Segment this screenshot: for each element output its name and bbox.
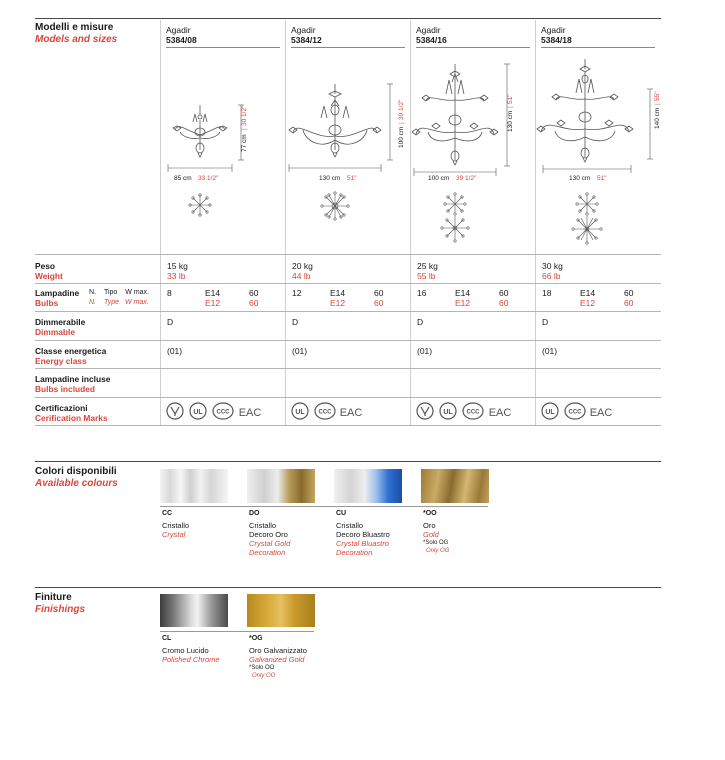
width-in: 51"	[347, 175, 357, 182]
row-line	[35, 397, 661, 398]
bulbs-w-eu: 60	[499, 288, 509, 298]
energy-label-en: Energy class	[35, 356, 87, 366]
colour-name2-en: Decoration	[249, 548, 286, 557]
finish-name-en: Galvanized Gold	[249, 655, 305, 664]
dimmable-label-en: Dimmable	[35, 327, 76, 337]
height-sep: |	[398, 122, 405, 124]
top-view-icon	[572, 193, 602, 244]
height-in: 39 1/2"	[398, 99, 405, 120]
certs-5384-12	[291, 402, 364, 420]
colours-title-it: Colori disponibili	[35, 466, 117, 477]
finishings-title-en: Finishings	[35, 604, 85, 615]
bulbs-w-us: 60	[249, 298, 259, 308]
bulbs-w-it: W max.	[125, 289, 149, 296]
width-in: 51"	[597, 175, 607, 182]
svg-text:CCC: CCC	[466, 409, 480, 416]
finish-name-it: Oro Galvanizzato	[249, 646, 307, 655]
chandelier-drawing-5384-16	[410, 60, 535, 250]
finish-name-it: Cromo Lucido	[162, 646, 209, 655]
weight-label	[35, 261, 63, 281]
dimmable-value: D	[417, 317, 424, 327]
certs-label-en: Cerification Marks	[35, 413, 108, 423]
model-name: Agadir	[291, 25, 316, 35]
colour-name-en: Crystal	[162, 530, 186, 539]
finish-note-it: *Solo OO	[249, 665, 275, 671]
finish-rule	[160, 631, 314, 632]
dimmable-value: D	[167, 317, 174, 327]
model-header-2	[416, 25, 530, 48]
height-cm: 130 cm	[507, 110, 514, 132]
bulbs-n: 8	[167, 288, 172, 298]
bulbs-n-it: N.	[89, 289, 96, 296]
row-line	[35, 254, 661, 255]
weight-value	[292, 261, 313, 281]
swatch-rule	[160, 506, 488, 507]
svg-text:EAC: EAC	[590, 407, 613, 419]
bulbs-w-us: 60	[624, 298, 634, 308]
finish-og	[249, 634, 339, 680]
weight-kg: 20 kg	[292, 261, 313, 271]
bulbs-n: 16	[417, 288, 427, 298]
model-header-0	[166, 25, 280, 48]
energy-label-it: Classe energetica	[35, 346, 107, 356]
included-label-it: Lampadine incluse	[35, 374, 111, 384]
finish-name-en: Polished Chrome	[162, 655, 220, 664]
chandelier-drawing-5384-12	[285, 60, 410, 250]
width-cm: 85 cm	[174, 175, 192, 182]
colour-code: CU	[336, 510, 347, 517]
width-in: 39 1/2"	[456, 175, 477, 182]
ul-icon	[541, 402, 559, 420]
energy-value: (01)	[292, 346, 308, 356]
swatch-cu	[334, 469, 402, 503]
bulbs-type-us: E12	[330, 298, 346, 308]
bulbs-value	[417, 288, 527, 308]
swatch-cc	[160, 469, 228, 503]
bulbs-type-eu: E14	[205, 288, 221, 298]
row-line	[35, 425, 661, 426]
included-label	[35, 374, 110, 394]
imq-icon	[166, 402, 184, 420]
bulbs-w-us: 60	[499, 298, 509, 308]
finishings-title-it: Finiture	[35, 592, 72, 603]
height-in: 30 1/2"	[241, 105, 248, 126]
height-sep: |	[507, 106, 514, 108]
model-code: 5384/18	[541, 35, 572, 45]
bulbs-n-en: N.	[89, 299, 96, 306]
chandelier-drawing-5384-18	[535, 55, 660, 250]
colour-name-en: Crystal Gold	[249, 539, 291, 548]
models-title-it: Modelli e misure	[35, 22, 114, 33]
svg-text:EAC: EAC	[488, 407, 512, 419]
bulbs-type-it: Tipo	[103, 289, 118, 296]
colour-code: *OO	[423, 510, 437, 517]
colour-name2-it: Decoro Bluastro	[336, 530, 390, 539]
bulbs-type-us: E12	[205, 298, 221, 308]
bulbs-w-en: W max.	[124, 299, 149, 306]
energy-value: (01)	[167, 346, 183, 356]
energy-label	[35, 346, 106, 366]
colour-name-it: Cristallo	[249, 521, 277, 530]
models-title-en: Models and sizes	[35, 34, 118, 45]
bulbs-type-en: Type	[103, 299, 119, 306]
height-in: 55"	[654, 91, 661, 101]
colour-name2-it: Decoro Oro	[249, 530, 288, 539]
svg-text:UL: UL	[443, 409, 453, 416]
colour-name-it: Cristallo	[336, 521, 364, 530]
colour-name-it: Cristallo	[162, 521, 190, 530]
svg-text:UL: UL	[545, 409, 555, 416]
colour-code: DO	[249, 510, 260, 517]
bulbs-subheaders	[89, 288, 159, 308]
model-header-1	[291, 25, 405, 48]
weight-kg: 25 kg	[417, 261, 438, 271]
weight-lb: 33 lb	[167, 271, 186, 281]
bulbs-w-eu: 60	[249, 288, 259, 298]
bulbs-type-us: E12	[455, 298, 471, 308]
colour-note-en: Only OG	[426, 548, 450, 554]
dimmable-label-it: Dimmerabile	[35, 317, 86, 327]
swatch-do	[247, 469, 315, 503]
ccc-icon	[212, 402, 234, 420]
colours-rule	[35, 461, 661, 462]
colour-cc	[162, 509, 246, 539]
bulbs-value	[542, 288, 652, 308]
model-header-3	[541, 25, 655, 48]
weight-value	[417, 261, 438, 281]
ccc-icon	[564, 402, 586, 420]
ul-icon	[291, 402, 309, 420]
row-line	[35, 368, 661, 369]
svg-text:EAC: EAC	[340, 407, 363, 419]
colour-name2-en: Decoration	[336, 548, 373, 557]
height-cm: 100 cm	[398, 126, 405, 148]
width-in: 33 1/2"	[198, 175, 219, 182]
width-cm: 100 cm	[428, 175, 450, 182]
bulbs-n: 12	[292, 288, 302, 298]
height-sep: |	[654, 103, 661, 105]
weight-value	[167, 261, 188, 281]
weight-value	[542, 261, 563, 281]
eac-icon	[490, 402, 510, 420]
svg-text:UL: UL	[295, 409, 305, 416]
svg-text:CCC: CCC	[568, 409, 582, 416]
finish-cl	[162, 634, 246, 664]
ccc-icon	[462, 402, 484, 420]
width-cm: 130 cm	[319, 175, 341, 182]
svg-text:EAC: EAC	[238, 407, 262, 419]
weight-kg: 30 kg	[542, 261, 563, 271]
height-sep: |	[241, 128, 248, 130]
bulbs-type-eu: E14	[580, 288, 596, 298]
bulbs-type-eu: E14	[455, 288, 471, 298]
swatch-og	[247, 594, 315, 627]
top-rule	[35, 18, 661, 19]
weight-kg: 15 kg	[167, 261, 188, 271]
bulbs-value	[292, 288, 402, 308]
colours-title-en: Available colours	[35, 478, 118, 489]
eac-icon	[240, 402, 260, 420]
bulbs-label-en: Bulbs	[35, 298, 59, 308]
finish-note-en: Only OO	[252, 673, 276, 679]
swatch-oo	[421, 469, 489, 503]
bulbs-w-eu: 60	[374, 288, 384, 298]
colour-do	[249, 509, 333, 557]
eac-icon	[341, 402, 361, 420]
colour-code: CC	[162, 510, 173, 517]
row-line	[35, 283, 661, 284]
bulbs-w-us: 60	[374, 298, 384, 308]
colour-oo	[423, 509, 493, 555]
model-name: Agadir	[541, 25, 566, 35]
colours-heading	[35, 466, 118, 490]
certs-5384-16	[416, 402, 513, 420]
height-cm: 140 cm	[654, 107, 661, 129]
colour-name-en: Crystal Bluastro	[336, 539, 389, 548]
svg-text:CCC: CCC	[216, 409, 230, 416]
ul-icon	[439, 402, 457, 420]
bulbs-w-eu: 60	[624, 288, 634, 298]
weight-lb: 66 lb	[542, 271, 561, 281]
height-in: 51"	[507, 94, 514, 104]
certs-label-it: Certificazioni	[35, 403, 88, 413]
finish-code: CL	[162, 635, 172, 642]
svg-text:UL: UL	[193, 409, 203, 416]
top-view-icon	[189, 194, 211, 216]
models-heading	[35, 22, 117, 46]
width-cm: 130 cm	[569, 175, 591, 182]
finish-code: *OG	[249, 635, 263, 642]
ccc-icon	[314, 402, 336, 420]
energy-value: (01)	[417, 346, 433, 356]
top-view-icon	[321, 192, 349, 220]
certs-5384-08	[166, 402, 263, 420]
chandelier-drawing-5384-08	[160, 60, 285, 250]
model-code: 5384/12	[291, 35, 322, 45]
imq-icon	[416, 402, 434, 420]
weight-label-it: Peso	[35, 261, 56, 271]
energy-value: (01)	[542, 346, 558, 356]
model-name: Agadir	[166, 25, 191, 35]
bulbs-type-eu: E14	[330, 288, 346, 298]
row-line	[35, 340, 661, 341]
swatch-cl	[160, 594, 228, 627]
dimmable-value: D	[542, 317, 549, 327]
colour-name-en: Gold	[423, 530, 439, 539]
eac-icon	[591, 402, 611, 420]
colour-name-it: Oro	[423, 521, 436, 530]
bulbs-label-it: Lampadine	[35, 288, 80, 298]
weight-label-en: Weight	[35, 271, 63, 281]
bulbs-n: 18	[542, 288, 552, 298]
colour-cu	[336, 509, 420, 557]
dimmable-label	[35, 317, 85, 337]
weight-lb: 55 lb	[417, 271, 436, 281]
finishings-rule	[35, 587, 661, 588]
weight-lb: 44 lb	[292, 271, 311, 281]
model-code: 5384/16	[416, 35, 447, 45]
height-cm: 77 cm	[241, 134, 248, 152]
row-line	[35, 311, 661, 312]
model-name: Agadir	[416, 25, 441, 35]
top-view-icon	[441, 193, 469, 242]
ul-icon	[189, 402, 207, 420]
included-label-en: Bulbs included	[35, 384, 96, 394]
svg-text:CCC: CCC	[318, 409, 332, 416]
colour-note-it: *Solo OG	[423, 540, 449, 546]
finishings-heading	[35, 592, 85, 616]
certs-label	[35, 403, 108, 423]
model-code: 5384/08	[166, 35, 197, 45]
bulbs-value	[167, 288, 277, 308]
bulbs-type-us: E12	[580, 298, 596, 308]
dimmable-value: D	[292, 317, 299, 327]
certs-5384-18	[541, 402, 614, 420]
